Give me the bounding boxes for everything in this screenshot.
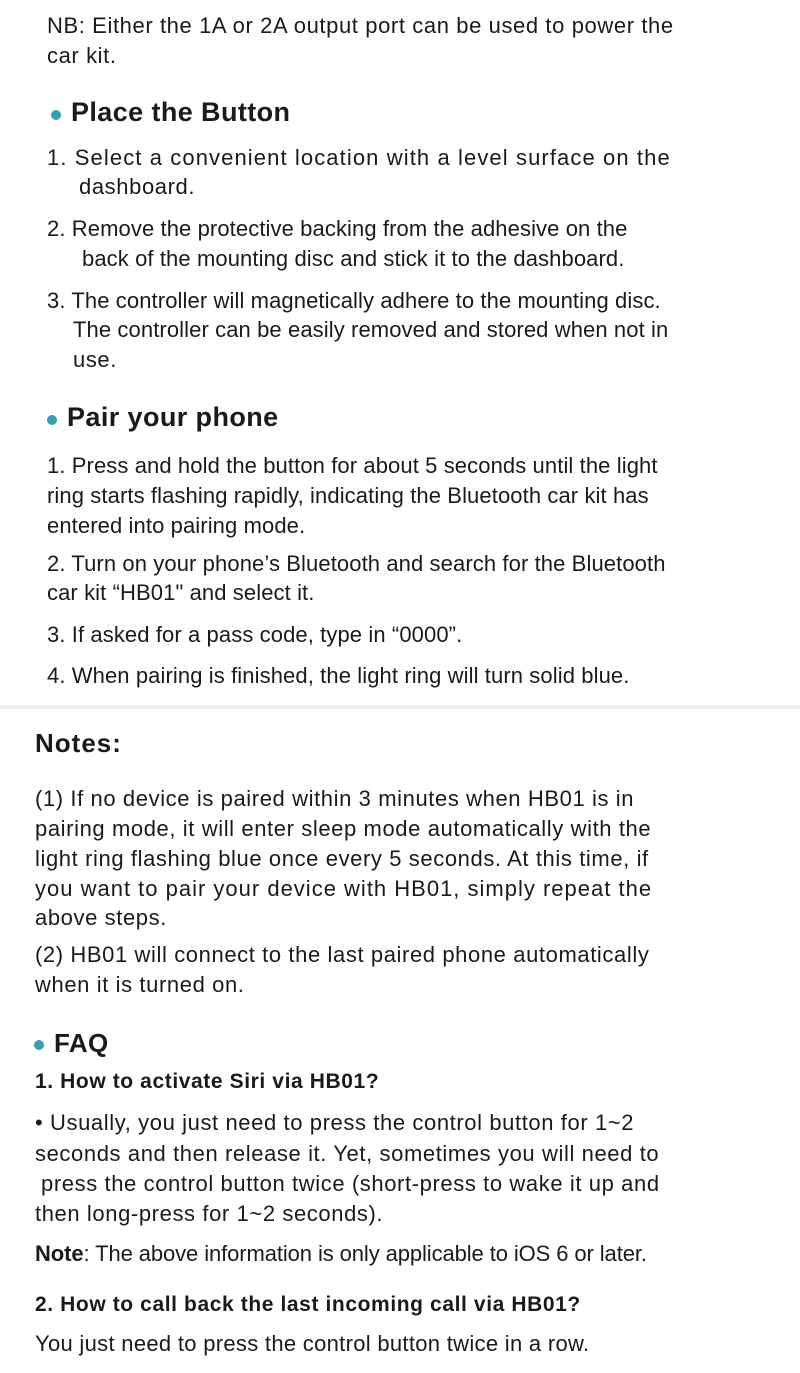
place-step-3-line-3: use. xyxy=(73,347,117,372)
place-step-1-line-1: 1. Select a convenient location with a level surface on the xyxy=(47,145,671,170)
faq-heading: FAQ xyxy=(54,1028,109,1058)
faq-note-label: Note xyxy=(35,1241,84,1266)
nb-line-1: NB: Either the 1A or 2A output port can be used to power the xyxy=(47,13,674,38)
note-1-line-4: you want to pair your device with HB01, simply repeat the xyxy=(35,876,653,901)
faq-answer-1-line-4: then long-press for 1~2 seconds). xyxy=(35,1201,384,1226)
section-bullet-icon xyxy=(34,1040,44,1050)
faq-question-2: 2. How to call back the last incoming call via HB01? xyxy=(35,1293,581,1316)
note-1-line-5: above steps. xyxy=(35,905,167,930)
place-step-2-line-2: back of the mounting disc and stick it to the dashboard. xyxy=(82,246,625,271)
pair-step-2-line-1: 2. Turn on your phone’s Bluetooth and search for the Bluetooth xyxy=(47,551,666,576)
pair-step-1-line-3: entered into pairing mode. xyxy=(47,513,306,538)
notes-heading: Notes: xyxy=(35,728,122,758)
section-bullet-icon xyxy=(47,415,57,425)
place-step-3-line-2: The controller can be easily removed and stored when not in xyxy=(73,317,669,342)
section-divider xyxy=(0,705,800,709)
pair-step-4: 4. When pairing is finished, the light ring will turn solid blue. xyxy=(47,663,630,688)
faq-answer-1-line-3: press the control button twice (short-press to wake it up and xyxy=(41,1171,660,1196)
note-2-line-1: (2) HB01 will connect to the last paired phone automatically xyxy=(35,942,650,967)
faq-answer-2: You just need to press the control button twice in a row. xyxy=(35,1331,590,1356)
pair-step-2-line-2: car kit “HB01" and select it. xyxy=(47,580,315,605)
pair-step-3: 3. If asked for a pass code, type in “0000”. xyxy=(47,622,463,647)
note-1-line-2: pairing mode, it will enter sleep mode automatically with the xyxy=(35,816,652,841)
section-heading-place-button: Place the Button xyxy=(71,97,291,127)
note-2-line-2: when it is turned on. xyxy=(35,972,245,997)
place-step-3-line-1: 3. The controller will magnetically adhere to the mounting disc. xyxy=(47,288,661,313)
faq-question-1: 1. How to activate Siri via HB01? xyxy=(35,1070,380,1093)
pair-step-1-line-2: ring starts flashing rapidly, indicating the Bluetooth car kit has xyxy=(47,483,649,508)
faq-note xyxy=(35,1239,647,1269)
place-step-1-line-2: dashboard. xyxy=(79,174,196,199)
note-1-line-1: (1) If no device is paired within 3 minutes when HB01 is in xyxy=(35,786,635,811)
faq-answer-1-line-1: • Usually, you just need to press the control button for 1~2 xyxy=(35,1110,635,1135)
pair-step-1-line-1: 1. Press and hold the button for about 5 seconds until the light xyxy=(47,453,658,478)
section-heading-pair-phone: Pair your phone xyxy=(67,402,279,432)
place-step-2-line-1: 2. Remove the protective backing from the adhesive on the xyxy=(47,216,628,241)
nb-line-2: car kit. xyxy=(47,43,117,68)
note-1-line-3: light ring flashing blue once every 5 seconds. At this time, if xyxy=(35,846,649,871)
faq-answer-1-line-2: seconds and then release it. Yet, sometimes you will need to xyxy=(35,1141,660,1166)
section-bullet-icon xyxy=(51,110,61,120)
faq-note-text: : The above information is only applicable to iOS 6 or later. xyxy=(83,1241,647,1266)
